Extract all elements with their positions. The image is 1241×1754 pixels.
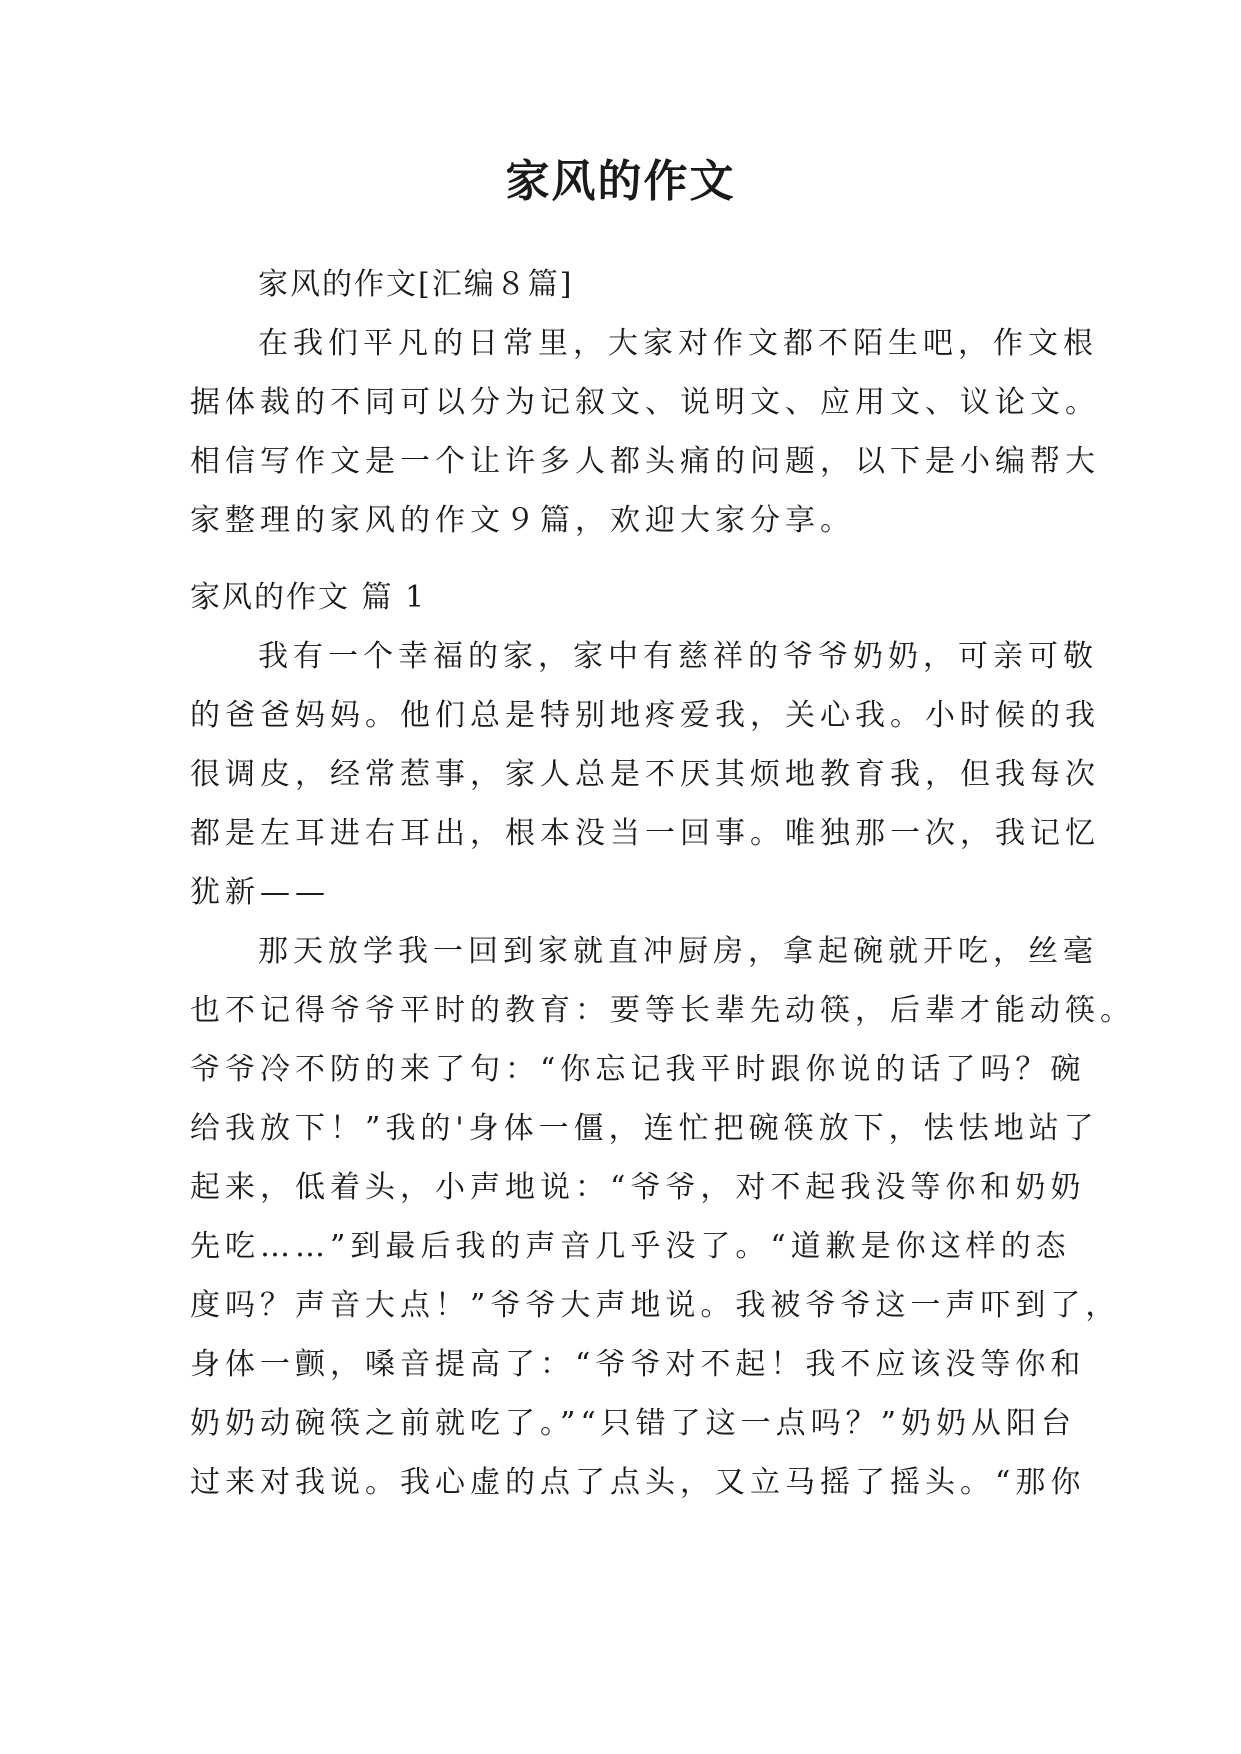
paragraph-line: 爷爷冷不防的来了句：“你忘记我平时跟你说的话了吗？碗 — [190, 1052, 1086, 1087]
paragraph-line: 那天放学我一回到家就直冲厨房，拿起碗就开吃，丝毫 — [258, 934, 1098, 969]
section-1 — [190, 568, 1135, 1512]
intro-line: 据体裁的不同可以分为记叙文、说明文、应用文、议论文。 — [190, 385, 1100, 420]
paragraph-line: 给我放下！”我的'身体一僵，连忙把碗筷放下，怯怯地站了 — [190, 1111, 1099, 1146]
paragraph-line: 度吗？声音大点！”爷爷大声地说。我被爷爷这一声吓到了， — [190, 1288, 1121, 1323]
section-heading: 家风的作文 篇 1 — [190, 580, 427, 615]
document-title: 家风的作文 — [505, 156, 736, 207]
paragraph-line: 身体一颤，嗓音提高了：“爷爷对不起！我不应该没等你和 — [190, 1347, 1086, 1382]
paragraph-line: 先吃……”到最后我的声音几乎没了。“道歉是你这样的态 — [190, 1229, 1071, 1264]
paragraph-line: 很调皮，经常惹事，家人总是不厌其烦地教育我，但我每次 — [190, 757, 1100, 792]
paragraph-line: 的爸爸妈妈。他们总是特别地疼爱我，关心我。小时候的我 — [190, 698, 1100, 733]
paragraph-line: 我有一个幸福的家，家中有慈祥的爷爷奶奶，可亲可敬 — [258, 639, 1098, 674]
intro-line: 家整理的家风的作文９篇，欢迎大家分享。 — [190, 503, 855, 538]
paragraph-line: 也不记得爷爷平时的教育：要等长辈先动筷，后辈才能动筷。 — [190, 993, 1135, 1028]
paragraph-line: 犹新—— — [190, 875, 330, 910]
paragraph-line: 奶奶动碗筷之前就吃了。”“只错了这一点吗？”奶奶从阳台 — [190, 1406, 1077, 1441]
intro-subtitle: 家风的作文[汇编８篇] — [258, 267, 574, 302]
paragraph-line: 起来，低着头，小声地说：“爷爷，对不起我没等你和奶奶 — [190, 1170, 1086, 1205]
intro-line: 在我们平凡的日常里，大家对作文都不陌生吧，作文根 — [258, 326, 1098, 361]
paragraph-line: 都是左耳进右耳出，根本没当一回事。唯独那一次，我记忆 — [190, 816, 1100, 851]
paragraph-line: 过来对我说。我心虚的点了点头，又立马摇了摇头。“那你 — [190, 1465, 1086, 1500]
intro-line: 相信写作文是一个让许多人都头痛的问题，以下是小编帮大 — [190, 444, 1100, 479]
intro-block — [190, 255, 1100, 550]
